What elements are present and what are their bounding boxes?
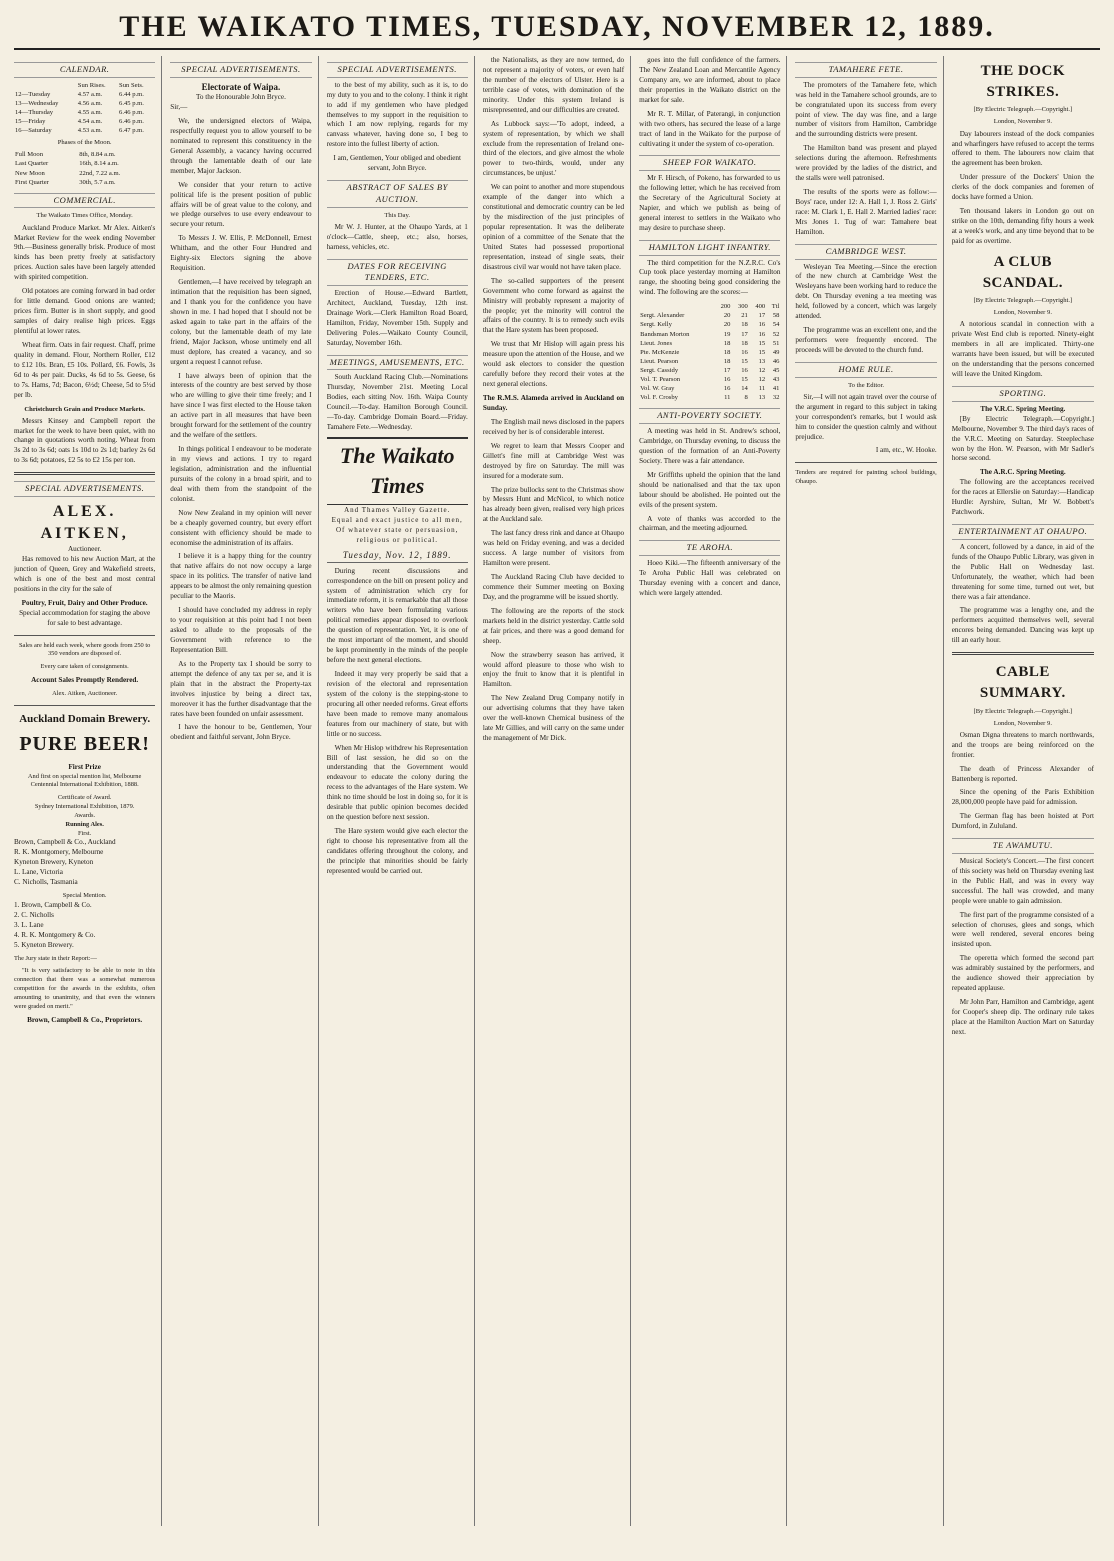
editorial-para: We can point to another and more stupendous example of the danger into which a constitutional and democratic country can be led by the misdirection of the just principles of popular representation. It was the deliberate opinion of a committee of the Senate that the United States had possessed proportional representation, instead of single seats, their disastrous civil war would not have taken place. bbox=[482, 183, 625, 271]
sporting-heading: SPORTING. bbox=[952, 386, 1094, 402]
score-row-cell: Bandsman Morton bbox=[640, 330, 690, 338]
score-row-cell: 58 bbox=[772, 312, 780, 320]
aitken-name: ALEX. AITKEN, bbox=[40, 503, 129, 543]
homerule-heading: HOME RULE. bbox=[795, 362, 936, 378]
editorial-para: We trust that Mr Hislop will again press his measure upon the attention of the House, and we would ask electors to consider the question carefully before they record their votes at the next general elections. bbox=[482, 340, 625, 389]
hamilton-para: The third competition for the N.Z.R.C. Co's Cup took place yesterday morning at Hamilton range, the shooting being good considering the wind. The following are the scores:— bbox=[639, 258, 781, 297]
bryce-letter bbox=[170, 117, 311, 743]
aitken-care: Every care taken of consignments. bbox=[40, 663, 129, 671]
score-row bbox=[639, 366, 780, 375]
cable-para: The death of Princess Alexander of Battenberg is reported. bbox=[951, 764, 1094, 783]
phase-row-cell: 30th, 5.7 a.m. bbox=[79, 178, 116, 186]
club-heading: A CLUB SCANDAL. bbox=[982, 253, 1063, 291]
news-para: We regret to learn that Messrs Cooper and Gillett's fine mill at Cambridge West was destroyed by fire on Saturday. The mill was insured for a moderate sum. bbox=[482, 441, 625, 480]
cambridge-para: Wesleyan Tea Meeting.—Since the erection of the new church at Cambridge West the Wesleyans have been working hard to reduce the debt. On Thursday evening a tea meeting was held, followed by a concert, which was largely attended. bbox=[795, 262, 937, 321]
tamahere-para: The results of the sports were as follow:—Boys' race, under 12: A. Hall 1, J. Ross 2. Girls' race: M. Clark 1, E. Hall 2. Married ladies' race: Mrs Jones 1. Tug of war: Tamahere beat Hamilton. bbox=[795, 188, 937, 236]
tamahere-para: The promoters of the Tamahere fete, which was held in the Tamahere school grounds, are to be congratulated upon its success from every point of view. The day was fine, and a large number of visitors from Hamilton, Cambridge and the surrounding districts were present. bbox=[795, 80, 937, 139]
cambridge-para: The programme was an excellent one, and the performers were frequently encored. The proceeds will be devoted to the church fund. bbox=[795, 326, 937, 354]
news-para: Now the strawberry season has arrived, it would afford pleasure to those who wish to enjoy the fruit to know that it is plentiful in Hamilton. bbox=[482, 650, 625, 689]
calendar-row bbox=[14, 126, 155, 135]
score-row-cell: Lieut. Pearson bbox=[640, 357, 679, 365]
phase-row-cell: New Moon bbox=[15, 169, 45, 177]
editorial-body bbox=[327, 567, 468, 877]
sydney: Sydney International Exhibition, 1879. bbox=[34, 803, 135, 811]
ohaupo-body bbox=[952, 543, 1094, 646]
first-item: C. Nicholls, Tasmania bbox=[14, 878, 78, 887]
letter-para: I should have concluded my address in reply to your requisition at this point had I not been asked to allude to the proposals of the Government with reference to the Representation Bill. bbox=[170, 606, 312, 654]
editorial-para: During recent discussions and correspondence on the bill on present policy and system of administration which cry for immediate reform, it is remarkable that all those writers who have been formulating various political remedies appear disposed to overlook the question of representation. Yet, it is one of the most important of the moment, and should be kept prominently in the minds of the people before the next general elections. bbox=[326, 566, 468, 665]
mention-item: 1. Brown, Campbell & Co. bbox=[14, 900, 92, 909]
editorial-date: Tuesday, Nov. 12, 1889. bbox=[327, 549, 468, 562]
letter-para: We consider that your return to active political life is the present position of public affairs will be of great value to the colony, and we pledge ourselves to use every endeavour to secure your return. bbox=[170, 180, 312, 229]
phase-row-cell: 8th, 8.84 a.m. bbox=[79, 151, 116, 159]
score-row-cell: 15 bbox=[741, 376, 748, 383]
anti-para: Mr Griffiths upheld the opinion that the land should be nationalised and that the tax upon labour should be abolished. He pointed out the evils of the present system. bbox=[639, 470, 781, 509]
aitken-prompt: Account Sales Promptly Rendered. bbox=[31, 676, 139, 685]
alameda-heading: The R.M.S. Alameda arrived in Auckland on Sunday. bbox=[482, 394, 625, 412]
running-ales: Running Ales. bbox=[65, 820, 104, 828]
mention-item: 4. R. K. Montgomery & Co. bbox=[14, 930, 96, 939]
ohaupo-heading: ENTERTAINMENT AT OHAUPO. bbox=[952, 524, 1094, 540]
score-row-cell: 49 bbox=[772, 348, 780, 356]
aitken-para: Has removed to his new Auction Mart, at the junction of Queen, Grey and Wakefield streets, which is one of the best and most central positions in the city for the sale of bbox=[14, 555, 156, 593]
dock-dateline: London, November 9. bbox=[993, 118, 1052, 126]
score-row-cell: 16 bbox=[741, 366, 748, 374]
letter-para: I have always been of opinion that the interests of the country are best served by those who are willing to give their time freely; and I have since I was first elected to the House taken an active part in all measures that have been brought forward for the settlement of the country and the welfare of the settlers. bbox=[170, 371, 312, 440]
club-dateline: London, November 9. bbox=[993, 309, 1052, 317]
aitken-sales: Sales are held each week, where goods from 250 to 350 vendors are disposed of. bbox=[18, 641, 151, 658]
aroha-para: Hoeo Kiki.—The fifteenth anniversary of the Te Aroha Public Hall was celebrated on Thursday evening with a concert and dance, which were largely attended. bbox=[639, 559, 781, 597]
vrc-heading: The V.R.C. Spring Meeting. bbox=[980, 404, 1066, 413]
ohaupo-para: The programme was a lengthy one, and the performers acquitted themselves well, several encores being demanded. Dancing was kept up till an early hour. bbox=[951, 606, 1094, 645]
club-para: A notorious scandal in connection with a private West End club is reported. Ninety-eight members in all are implicated. Thirty-one warrants have been issued, but will be executed on the understanding that the persons concerned will leave the United Kingdom. bbox=[951, 320, 1094, 379]
column-7 bbox=[952, 56, 1100, 1526]
score-row-cell: 20 bbox=[723, 312, 731, 320]
cable-para: Since the opening of the Paris Exhibition 28,000,000 people have paid for admission. bbox=[951, 788, 1094, 807]
columns bbox=[14, 56, 1100, 1526]
cambridge-body bbox=[795, 263, 936, 356]
score-row-cell: 200 bbox=[720, 303, 731, 311]
special-mention: Special Mention. bbox=[62, 892, 107, 900]
column-3 bbox=[327, 56, 475, 1526]
cable-body bbox=[952, 731, 1094, 832]
score-row-cell: Sergt. Alexander bbox=[640, 312, 685, 320]
dock-body bbox=[952, 130, 1094, 247]
score-row-cell: 16 bbox=[741, 348, 748, 356]
letter-para: As to the Property tax I should be sorry to attempt the defence of any tax per se, and it is plain that in the abstract the Property-tax involves injustice by being a direct tax, moreover it has the further disadvantage that the rates have been founded on unfair assessment. bbox=[170, 659, 312, 718]
score-row-cell: 11 bbox=[724, 394, 731, 402]
score-row-cell: 8 bbox=[744, 394, 748, 402]
score-row bbox=[639, 302, 780, 311]
mention-item: 2. C. Nicholls bbox=[14, 910, 54, 919]
calendar-row-cell: 13—Wednesday bbox=[15, 99, 59, 107]
column-5 bbox=[639, 56, 787, 1526]
cable-heading: CABLE SUMMARY. bbox=[979, 664, 1066, 701]
letter-para: Now New Zealand in my opinion will never be a cheaply governed country, but every effort consistent with efficiency should be made to economise the administration of its affairs. bbox=[170, 508, 312, 547]
arc-para: The following are the acceptances received for the races at Ellerslie on Saturday:—Handicap Hurdle: Ayrshire, Sultan, Mr W. Bobbett's Patchwork. bbox=[951, 478, 1094, 517]
ads-heading: SPECIAL ADVERTISEMENTS. bbox=[14, 481, 155, 497]
commercial-heading: COMMERCIAL. bbox=[14, 193, 155, 209]
phase-row-cell: 22nd, 7.22 a.m. bbox=[79, 169, 121, 177]
letter-para: To Messrs J. W. Ellis, P. McDonnell, Ernest Whitham, and the other Four Hundred and Eighty-six Electors signing the above Requisition. bbox=[170, 234, 312, 273]
first-item: Brown, Campbell & Co., Auckland bbox=[14, 838, 116, 847]
sir: Sir,— bbox=[170, 103, 188, 112]
calendar-row bbox=[14, 90, 155, 99]
score-row-cell: 16 bbox=[758, 330, 766, 338]
editorial-para: The Hare system would give each elector the right to choose his representative from all the candidates offering throughout the colony, and the principle that minorities should be fairly represented would be carried out. bbox=[326, 827, 468, 875]
abstract-sub: This Day. bbox=[384, 211, 410, 219]
ads-heading-3: SPECIAL ADVERTISEMENTS. bbox=[327, 62, 468, 78]
phase-row-cell: First Quarter bbox=[15, 178, 49, 186]
phase-row-cell: Full Moon bbox=[15, 151, 44, 159]
calendar-table bbox=[14, 81, 155, 136]
phases-heading: Phases of the Moon. bbox=[57, 139, 112, 147]
abstract-heading: ABSTRACT OF SALES BY AUCTION. bbox=[327, 180, 468, 207]
column-2 bbox=[170, 56, 318, 1526]
score-row-cell: 17 bbox=[741, 330, 748, 338]
score-row-cell: 15 bbox=[758, 348, 766, 356]
score-row-cell: 32 bbox=[772, 394, 780, 402]
score-row-cell bbox=[639, 302, 714, 311]
cable-para: The German flag has been hoisted at Port Durnford, in Zululand. bbox=[951, 812, 1094, 831]
calendar-row-cell: 4.56 a.m. bbox=[77, 99, 103, 107]
commercial-para: Auckland Produce Market. Mr Alex. Aitken's Market Review for the week ending November 9th.—Business generally brisk. Produce of most kinds has been pretty freely at satisfactory prices. Auction sales have been largely attended with spirited competition. bbox=[14, 223, 156, 282]
column-4 bbox=[483, 56, 631, 1526]
chch-heading: Christchurch Grain and Produce Markets. bbox=[24, 405, 145, 413]
calendar-row-cell: 6.47 p.m. bbox=[119, 127, 144, 135]
arc-heading: The A.R.C. Spring Meeting. bbox=[980, 468, 1066, 477]
score-row-cell: 14 bbox=[741, 385, 748, 393]
column-6 bbox=[795, 56, 943, 1526]
tea-body bbox=[952, 857, 1094, 1038]
bc-sign: Brown, Campbell & Co., Proprietors. bbox=[27, 1015, 143, 1024]
calendar-row-cell: 6.44 p.m. bbox=[119, 90, 144, 98]
commercial-body bbox=[14, 224, 155, 401]
logo-sub: And Thames Valley Gazette. bbox=[344, 505, 451, 514]
news-para: The New Zealand Drug Company notify in our advertising columns that they have taken over the well-known Chemical business of the late Mr Gillies, and will carry on the same under the management of Mr Dick. bbox=[482, 694, 625, 743]
calendar-row-cell: 6.46 p.m. bbox=[119, 118, 144, 126]
ads-heading-2: SPECIAL ADVERTISEMENTS. bbox=[170, 62, 311, 78]
aitken-sign: Alex. Aitken, Auctioneer. bbox=[52, 690, 118, 698]
tea-para: The operetta which formed the second part was admirably sustained by the performers, and the audience showed their appreciation by repeated applause. bbox=[951, 954, 1094, 993]
tea-para: Mr John Parr, Hamilton and Cambridge, agent for Cooper's sheep dip. The ordinary rule takes place at the Hamilton Auction Mart on Saturday next. bbox=[951, 998, 1094, 1036]
cal-col bbox=[14, 81, 77, 90]
jury-para: "It is very satisfactory to be able to note in this connection that there was a somewhat numerous competition for the awards in the exhibits, often amounting to unanimity, and that even the winners were graded on merit." bbox=[14, 967, 156, 1010]
phase-row-cell: Last Quarter bbox=[15, 160, 49, 168]
score-row-cell: 54 bbox=[772, 321, 780, 329]
score-row-cell: 17 bbox=[758, 312, 766, 320]
anti-body bbox=[639, 427, 780, 534]
cal-col: Sun Sets. bbox=[119, 81, 144, 89]
anti-heading: ANTI-POVERTY SOCIETY. bbox=[639, 408, 780, 424]
mention-item: 3. L. Lane bbox=[14, 920, 44, 929]
score-row-cell: Sergt. Cassidy bbox=[640, 366, 679, 374]
score-row bbox=[639, 330, 780, 339]
score-row-cell: 15 bbox=[758, 339, 766, 347]
first-prize-text: And first on special mention list, Melbourne Centennial International Exhibition, 1888. bbox=[27, 772, 142, 789]
mention-list bbox=[14, 901, 155, 951]
anti-para: A meeting was held in St. Andrew's school, Cambridge, on Thursday evening, to discuss the question of the formation of an Anti-Poverty Society. There was a fair attendance. bbox=[639, 427, 781, 465]
commercial-para: Old potatoes are coming forward in bad order for little demand. Good onions are wanted; prices firm. Butter is in short supply, and good samples of dairy realise high prices. Eggs plentiful at lower rates. bbox=[14, 287, 156, 335]
first-item: Kyneton Brewery, Kyneton bbox=[14, 858, 94, 867]
score-row bbox=[639, 339, 780, 348]
score-row bbox=[639, 320, 780, 329]
abstract-text: Mr W. J. Hunter, at the Ohaupo Yards, at 1 o'clock—Cattle, sheep, etc.; also, horses, harness, vehicles, etc. bbox=[326, 222, 468, 251]
electorate-heading: Electorate of Waipa. bbox=[201, 81, 281, 92]
masthead bbox=[14, 10, 1100, 50]
score-table bbox=[639, 302, 780, 402]
aitken-items: Poultry, Fruit, Dairy and Other Produce. bbox=[21, 598, 148, 607]
letter-para: In things political I endeavour to be moderate in my views and actions. I try to regard legislation, administration and the influential pursuits of the colony in a broad spirit, and to deal with them from the standpoint of the colonist. bbox=[170, 445, 312, 503]
score-row-cell: 21 bbox=[741, 312, 748, 320]
hamilton-heading: HAMILTON LIGHT INFANTRY. bbox=[639, 240, 780, 256]
homerule-sub: To the Editor. bbox=[848, 381, 885, 389]
score-row-cell: 16 bbox=[723, 385, 731, 393]
motto: Equal and exact justice to all men, Of whatever state or persuasion, religious or political. bbox=[331, 516, 463, 544]
letter-para: We, the undersigned electors of Waipa, respectfully request you to allow yourself to be nominated to represent this constituency in the General Assembly, a vacancy having occurred through the lamentable death of our late member, Major Jackson. bbox=[170, 117, 312, 175]
meetings-heading: MEETINGS, AMUSEMENTS, ETC. bbox=[327, 355, 468, 371]
sheep-para: Mr F. Hirsch, of Pokeno, has forwarded to us the following letter, which he has received from the Secretary of the Agricultural Society at Napier, and which we publish as being of general interest to settlers in the Waikato who may desire to purchase sheep. bbox=[639, 174, 781, 232]
score-row-cell: 16 bbox=[758, 321, 766, 329]
tamahere-body bbox=[795, 81, 936, 238]
score-row-cell: 18 bbox=[741, 321, 748, 329]
calendar-row-cell: 4.54 a.m. bbox=[77, 118, 103, 126]
letter-para: I have the honour to be, Gentlemen, Your obedient and faithful servant, John Bryce. bbox=[170, 723, 312, 742]
letter-para: I believe it is a happy thing for the country that native affairs do not now occupy a large space in its politics. The transfer of native land appears to be almost the only remaining question peculiar to the Maoris. bbox=[170, 552, 312, 601]
score-row-cell: 18 bbox=[723, 339, 731, 347]
score-row-cell: 18 bbox=[741, 339, 748, 347]
tea-heading: TE AWAMUTU. bbox=[952, 838, 1094, 854]
commercial-para: Wheat firm. Oats in fair request. Chaff, prime quality in demand. Flour, Northern Roller, £12 to £12 10s. Bran, £5 10s. Pollard, £6. Fowls, 3s 6d to 4s per pair. Ducks, 4s 6d to 5s. Geese, 6s to 7s. Hams, 7d; Bacon, 6½d; Cheese, 5d to 5½d per lb. bbox=[14, 340, 156, 399]
score-row-cell: 43 bbox=[772, 376, 780, 383]
score-row-cell: Vol. T. Pearson bbox=[640, 376, 681, 383]
letter-para: Gentlemen,—I have received by telegraph an intimation that the requisition has been signed, and I thank you for the confidence you have shown in me. I had hoped that I should not be asked again to take part in the affairs of the colony, but the lamentable death of my late friend, Major Jackson, whose untimely end all must deplore, has created a vacancy, and so urgent a request I cannot refuse. bbox=[170, 278, 312, 366]
waikato-times-logo: The Waikato Times bbox=[327, 437, 468, 505]
column-1 bbox=[14, 56, 162, 1526]
calendar-row bbox=[14, 108, 155, 117]
phase-row-cell: 16th, 8.14 a.m. bbox=[79, 160, 119, 168]
calendar-row-cell: 14—Thursday bbox=[15, 109, 54, 116]
to-line: To the Honourable John Bryce. bbox=[195, 93, 286, 102]
tea-para: The first part of the programme consisted of a selection of choruses, glees and songs, which were well rendered, several encores being insisted upon. bbox=[951, 910, 1094, 949]
news-para: The following are the reports of the stock markets held in the district yesterday. Cattle sold at fair prices, and there was a good demand for sheep. bbox=[482, 606, 625, 645]
dock-para: Ten thousand lakers in London go out on strike on the 10th, demanding fifty hours a week at a week's work, and any time beyond that to be paid for as overtime. bbox=[951, 207, 1094, 245]
first-item: L. Lane, Victoria bbox=[14, 868, 63, 877]
score-row-cell: 15 bbox=[741, 357, 748, 365]
tenders-heading: DATES FOR RECEIVING TENDERS, ETC. bbox=[327, 259, 468, 286]
news-para: The Auckland Racing Club have decided to commence their Summer meeting on Boxing Day, and the programme will be issued shortly. bbox=[482, 573, 625, 601]
aitken-role: Auctioneer. bbox=[67, 545, 102, 554]
dock-para: Under pressure of the Dockers' Union the clerks of the dock companies and foremen of docks have formed a Union. bbox=[951, 173, 1094, 202]
cable-sub: [By Electric Telegraph.—Copyright.] bbox=[973, 707, 1073, 715]
editorial-para: As Lubbock says:—'To adopt, indeed, a system of representation, by which we shall exclude from the representation of Ireland one-third of the electors, and give almost the whole power to two-thirds, would, under any circumstances, be unjust.' bbox=[482, 119, 625, 178]
editorial-para: The so-called supporters of the present Government who come forward as against the Ministry will probably represent a majority of the people; yet the minority will control the affairs of the country. It is to remedy such evils that the Hare system has been proposed. bbox=[482, 276, 625, 335]
tenders-text: Erection of House.—Edward Bartlett, Architect, Auckland, Tuesday, 12th inst. Drainage Work.—Clerk Hamilton Road Board, Hamilton, Friday, November 15th. Supply and Delivering Poles.—Waikato County Council, Saturday, November 16th. bbox=[326, 288, 468, 347]
mention-item: 5. Kyneton Brewery. bbox=[14, 940, 74, 949]
news-para: The prize bullocks sent to the Christmas show by Messrs Hunt and McNicol, to which notice has already been given, realised very high prices at the Auckland sale. bbox=[482, 485, 625, 524]
calendar-row-cell: 6.45 p.m. bbox=[119, 99, 144, 107]
score-row bbox=[639, 384, 780, 393]
commercial-subheading: The Waikato Times Office, Monday. bbox=[36, 212, 133, 220]
homerule-para: Sir,—I will not again travel over the course of the argument in regard to this subject in taking your correspondent's remarks, but I would ask him to consider the question calmly and without prejudice. bbox=[795, 392, 937, 441]
score-row-cell: 51 bbox=[772, 339, 780, 347]
certificate: Certificate of Award. bbox=[57, 794, 112, 802]
score-row-cell: Vol. F. Crosby bbox=[640, 394, 678, 402]
dock-sub: [By Electric Telegraph.—Copyright.] bbox=[973, 106, 1073, 114]
score-row-cell: Lieut. Jones bbox=[640, 339, 673, 347]
news-cont bbox=[639, 56, 780, 149]
first-item: R. K. Montgomery, Melbourne bbox=[14, 848, 104, 857]
score-row bbox=[639, 311, 780, 320]
score-row-cell: 19 bbox=[723, 330, 731, 338]
local-news bbox=[483, 442, 624, 744]
cable-para: Osman Digna threatens to march northwards, and the troops are being reinforced on the frontier. bbox=[951, 730, 1094, 759]
phase-row bbox=[14, 159, 155, 168]
score-row-cell: 300 bbox=[737, 303, 748, 311]
phase-row bbox=[14, 178, 155, 187]
sheep-heading: SHEEP FOR WAIKATO. bbox=[639, 155, 780, 171]
calendar-heading: CALENDAR. bbox=[14, 62, 155, 78]
notice-text: Tenders are required for painting school buildings, Ohaupo. bbox=[795, 469, 937, 486]
chch-para: Messrs Kinsey and Campbell report the market for the week to have been quiet, with no change in quotations worth noting. Wheat from 3s 2d to 3s 6d; oats 1s 10d to 2s 1d; barley 2s 6d to 3s 6d; potatoes, £2 5s to £2 15s per ton. bbox=[14, 416, 156, 465]
score-row-cell: 16 bbox=[723, 376, 731, 383]
alameda-text: The English mail news disclosed in the papers received by her is of considerable interest. bbox=[482, 417, 625, 436]
first-list bbox=[14, 838, 155, 888]
score-row-cell: 12 bbox=[758, 376, 766, 383]
score-row bbox=[639, 375, 780, 384]
score-row-cell: 13 bbox=[758, 357, 766, 365]
score-row-cell: 11 bbox=[758, 385, 766, 393]
tamahere-para: The Hamilton band was present and played selections during the afternoon. Refreshments were provided by the ladies of the district, and the stalls were well patronised. bbox=[795, 144, 937, 183]
cambridge-heading: CAMBRIDGE WEST. bbox=[795, 244, 936, 260]
calendar-row-cell: 16—Saturday bbox=[15, 127, 52, 135]
editorial-para: Indeed it may very properly be said that a revision of the electoral and representation system of the colony is the stepping-stone to procuring all other needed reforms. Great efforts have been made to remove many anomalous features from our machinery of state, but with little or no success. bbox=[326, 670, 468, 738]
score-row-cell: 400 bbox=[755, 303, 766, 311]
score-row-cell: Sergt. Kelly bbox=[640, 321, 672, 329]
aroha-heading: TE AROHA. bbox=[639, 540, 780, 556]
editorial-para: When Mr Hislop withdrew his Representation Bill of last session, he did so on the understanding that the Government would endeavour to educate the colony during the recess to the advantages of the Hare system. We think no time should be lost in doing so, for it is desirable that public opinion becomes decided on the question before next session. bbox=[326, 743, 468, 822]
score-row-cell: 18 bbox=[723, 357, 731, 365]
score-row bbox=[639, 357, 780, 366]
bryce-sign: I am, Gentlemen, Your obliged and obedient servant, John Bryce. bbox=[333, 154, 461, 173]
calendar-row-cell: 4.53 a.m. bbox=[77, 127, 103, 135]
score-row bbox=[639, 393, 780, 402]
phase-row bbox=[14, 150, 155, 159]
phases-table bbox=[14, 150, 155, 186]
newspaper-title: THE WAIKATO TIMES, TUESDAY, NOVEMBER 12, 1889. bbox=[119, 10, 995, 43]
calendar-row bbox=[14, 99, 155, 108]
score-row-cell: 13 bbox=[758, 394, 766, 402]
calendar-row-cell: 4.55 a.m. bbox=[77, 109, 103, 116]
bryce-intro: to the best of my ability, such as it is, to do my duty to you and to the colony. I think it right to add if my gentlemen who have pledged themselves to my support in the requisition to which I am now replying, regards for my canvass whatever, having done so, I beg to restore into the fullest liberty of action. bbox=[326, 80, 468, 149]
score-row-cell: 41 bbox=[772, 385, 780, 393]
cable-dateline: London, November 9. bbox=[993, 719, 1052, 727]
phase-row bbox=[14, 169, 155, 178]
tamahere-heading: TAMAHERE FETE. bbox=[795, 62, 936, 78]
awards: Awards. bbox=[74, 811, 96, 819]
score-row-cell: Vol. W. Gray bbox=[640, 385, 675, 393]
pure-beer: PURE BEER! bbox=[19, 733, 150, 756]
calendar-row bbox=[14, 117, 155, 126]
score-row-cell: 17 bbox=[723, 366, 731, 374]
calendar-row-cell: 12—Tuesday bbox=[15, 90, 51, 98]
score-row-cell: 18 bbox=[723, 348, 731, 356]
score-row-cell: 52 bbox=[772, 330, 780, 338]
jury-label: The Jury state in their Report:— bbox=[14, 954, 97, 962]
editorial-cont bbox=[483, 56, 624, 390]
cal-col: Sun Rises. bbox=[77, 81, 106, 89]
editorial-para: the Nationalists, as they are now termed, do not represent a majority of voters, or even half the number of the electors of Ulster. Here is a terrible case of votes, with domination of the minority. Under this system Ireland is misrepresented, and our difficulties are created. bbox=[482, 56, 625, 114]
ohaupo-para: A concert, followed by a dance, in aid of the funds of the Ohaupo Public Library, was given in the Public Hall on Wednesday last. Unfortunately, the weather, which had been threatening for some time, turned out wet, but there was a fair attendance. bbox=[951, 542, 1094, 601]
meetings-text: South Auckland Racing Club.—Nominations Thursday, November 21st. Meeting Local Bodies, each sitting Nov. 16th. Waipa County Council.—To-day. Hamilton Borough Council.—To-day. Cambridge Domain Board.—Friday. Tamahere Fete.—Wednesday. bbox=[326, 373, 468, 431]
homerule-sign: I am, etc., W. Hooke. bbox=[875, 446, 937, 455]
score-row-cell: 45 bbox=[772, 366, 780, 374]
dock-heading: THE DOCK STRIKES. bbox=[980, 63, 1066, 100]
calendar-row-cell: 6.46 p.m. bbox=[119, 109, 144, 116]
club-sub: [By Electric Telegraph.—Copyright.] bbox=[973, 297, 1073, 305]
news-para: Mr R. T. Millar, of Paterangi, in conjunction with two others, has secured the lease of a large tract of land in the Waikato for the purpose of cultivating it under the system of co-operation. bbox=[639, 109, 781, 148]
score-row-cell: Ttl bbox=[771, 303, 780, 311]
news-para: goes into the full confidence of the farmers. The New Zealand Loan and Mercantile Agency Company are, we are informed, about to place their properties in the Waikato district on the market for sale. bbox=[639, 56, 781, 104]
news-para: The last fancy dress rink and dance at Ohaupo was held on Friday evening, and was a decided success. A large number of visitors from Hamilton were present. bbox=[482, 529, 625, 568]
dock-para: Day labourers instead of the dock companies and wharfingers have refused to accept the terms offered to them. The labourers now claim that the agreement has been broken. bbox=[951, 129, 1094, 168]
score-row-cell: 12 bbox=[758, 366, 766, 374]
domain-heading: Auckland Domain Brewery. bbox=[19, 712, 151, 725]
vrc-para: [By Electric Telegraph.—Copyright.] Melbourne, November 9. The third day's races of the V.R.C. Meeting on Saturday. Steeplechase won by the Hon. W. Pearson, with Mr Sadler's horse second. bbox=[951, 414, 1094, 463]
aitken-note: Special accommodation for staging the above for sale to best advantage. bbox=[19, 608, 151, 627]
calendar-row-cell: 4.57 a.m. bbox=[77, 90, 103, 98]
anti-para: A vote of thanks was accorded to the chairman, and the meeting adjourned. bbox=[639, 514, 781, 533]
score-row-cell: 46 bbox=[772, 357, 780, 365]
first-prize: First Prize bbox=[68, 762, 101, 771]
score-row-cell: Pte. McKenzie bbox=[640, 348, 680, 356]
tea-para: Musical Society's Concert.—The first concert of this society was held on Thursday evening last in the Public Hall, and was in every way successful. The hall was crowded, and many people were unable to gain admission. bbox=[951, 856, 1094, 905]
first-label: First. bbox=[77, 829, 92, 837]
score-row-cell: 20 bbox=[723, 321, 731, 329]
calendar-row-cell: 15—Friday bbox=[15, 118, 46, 126]
score-row bbox=[639, 348, 780, 357]
